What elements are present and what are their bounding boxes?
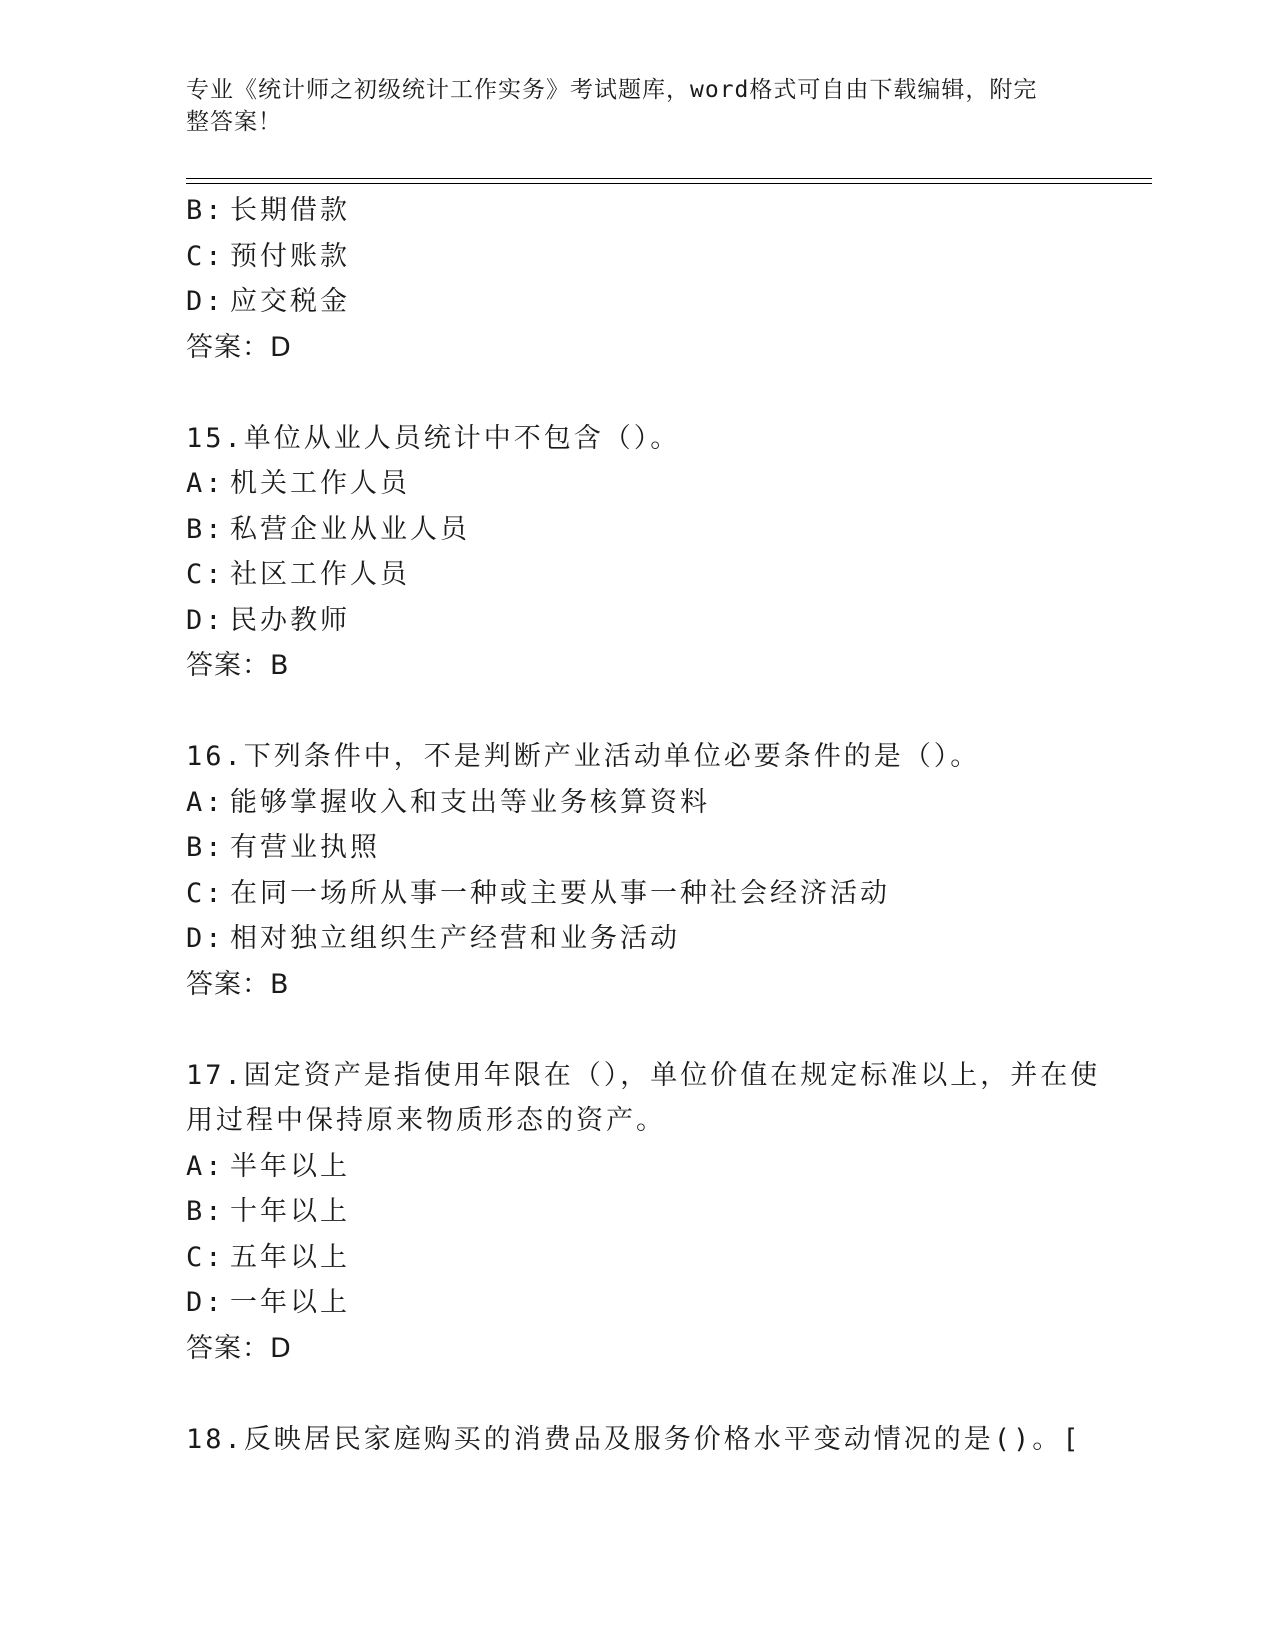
option-letter: D: xyxy=(186,1287,225,1318)
option-c xyxy=(186,1235,1126,1281)
option-letter: A: xyxy=(186,786,225,818)
option-text: 民办教师 xyxy=(230,604,350,636)
spacer xyxy=(186,1371,1126,1417)
option-d xyxy=(186,598,1126,644)
option-letter: B: xyxy=(186,1196,225,1227)
option-letter: D: xyxy=(186,923,225,954)
option-text: 长期借款 xyxy=(230,195,350,226)
question-15 xyxy=(186,416,1126,689)
spacer xyxy=(186,370,1126,416)
answer-line: 答案：B xyxy=(186,650,290,681)
header-line-1: 专业《统计师之初级统计工作实务》考试题库，word格式可自由下载编辑，附完 xyxy=(186,77,1038,103)
option-text: 十年以上 xyxy=(230,1196,350,1227)
option-text: 能够掌握收入和支出等业务核算资料 xyxy=(230,786,710,818)
document-header xyxy=(186,74,1066,138)
option-a xyxy=(186,461,1126,507)
option-text: 预付账款 xyxy=(230,240,350,272)
option-b xyxy=(186,507,1126,553)
option-c xyxy=(186,234,1126,280)
option-d xyxy=(186,916,1126,962)
option-text: 在同一场所从事一种或主要从事一种社会经济活动 xyxy=(230,877,890,909)
question-stem: 16.下列条件中，不是判断产业活动单位必要条件的是（）。 xyxy=(186,741,981,772)
option-text: 社区工作人员 xyxy=(230,559,410,590)
option-letter: C: xyxy=(186,559,225,590)
question-stem-continued: 用过程中保持原来物质形态的资产。 xyxy=(186,1105,666,1136)
option-a xyxy=(186,780,1126,826)
spacer xyxy=(186,689,1126,735)
answer-line: 答案：D xyxy=(186,331,292,363)
option-text: 相对独立组织生产经营和业务活动 xyxy=(230,923,680,954)
header-line-2: 整答案！ xyxy=(186,109,282,135)
option-b xyxy=(186,188,1126,234)
option-letter: B: xyxy=(186,832,225,863)
option-text: 一年以上 xyxy=(230,1287,350,1318)
question-stem: 15.单位从业人员统计中不包含（）。 xyxy=(186,422,681,454)
option-c xyxy=(186,552,1126,598)
question-16 xyxy=(186,734,1126,1007)
option-b xyxy=(186,825,1126,871)
option-letter: C: xyxy=(186,877,225,909)
answer-line: 答案：D xyxy=(186,1332,292,1364)
question-stem: 17.固定资产是指使用年限在（），单位价值在规定标准以上，并在使 xyxy=(186,1059,1101,1091)
option-text: 应交税金 xyxy=(230,286,350,317)
question-17 xyxy=(186,1053,1126,1372)
header-divider-top xyxy=(186,178,1152,179)
option-letter: C: xyxy=(186,1241,225,1273)
option-letter: B: xyxy=(186,513,225,545)
answer-line: 答案：B xyxy=(186,968,290,1000)
option-text: 机关工作人员 xyxy=(230,468,410,499)
option-letter: C: xyxy=(186,240,225,272)
option-b xyxy=(186,1189,1126,1235)
option-letter: D: xyxy=(186,286,225,317)
question-14-tail xyxy=(186,188,1126,370)
option-letter: B: xyxy=(186,195,225,226)
option-letter: A: xyxy=(186,468,225,499)
option-d xyxy=(186,279,1126,325)
option-d xyxy=(186,1280,1126,1326)
option-letter: D: xyxy=(186,604,225,636)
question-18 xyxy=(186,1417,1126,1463)
header-divider-bottom xyxy=(186,183,1152,184)
spacer xyxy=(186,1007,1126,1053)
option-c xyxy=(186,871,1126,917)
option-letter: A: xyxy=(186,1150,225,1182)
option-text: 私营企业从业人员 xyxy=(230,513,470,545)
option-text: 半年以上 xyxy=(230,1150,350,1182)
question-list xyxy=(186,188,1126,1462)
option-a xyxy=(186,1144,1126,1190)
option-text: 有营业执照 xyxy=(230,832,380,863)
question-stem: 18.反映居民家庭购买的消费品及服务价格水平变动情况的是()。[ xyxy=(186,1423,1082,1455)
option-text: 五年以上 xyxy=(230,1241,350,1273)
